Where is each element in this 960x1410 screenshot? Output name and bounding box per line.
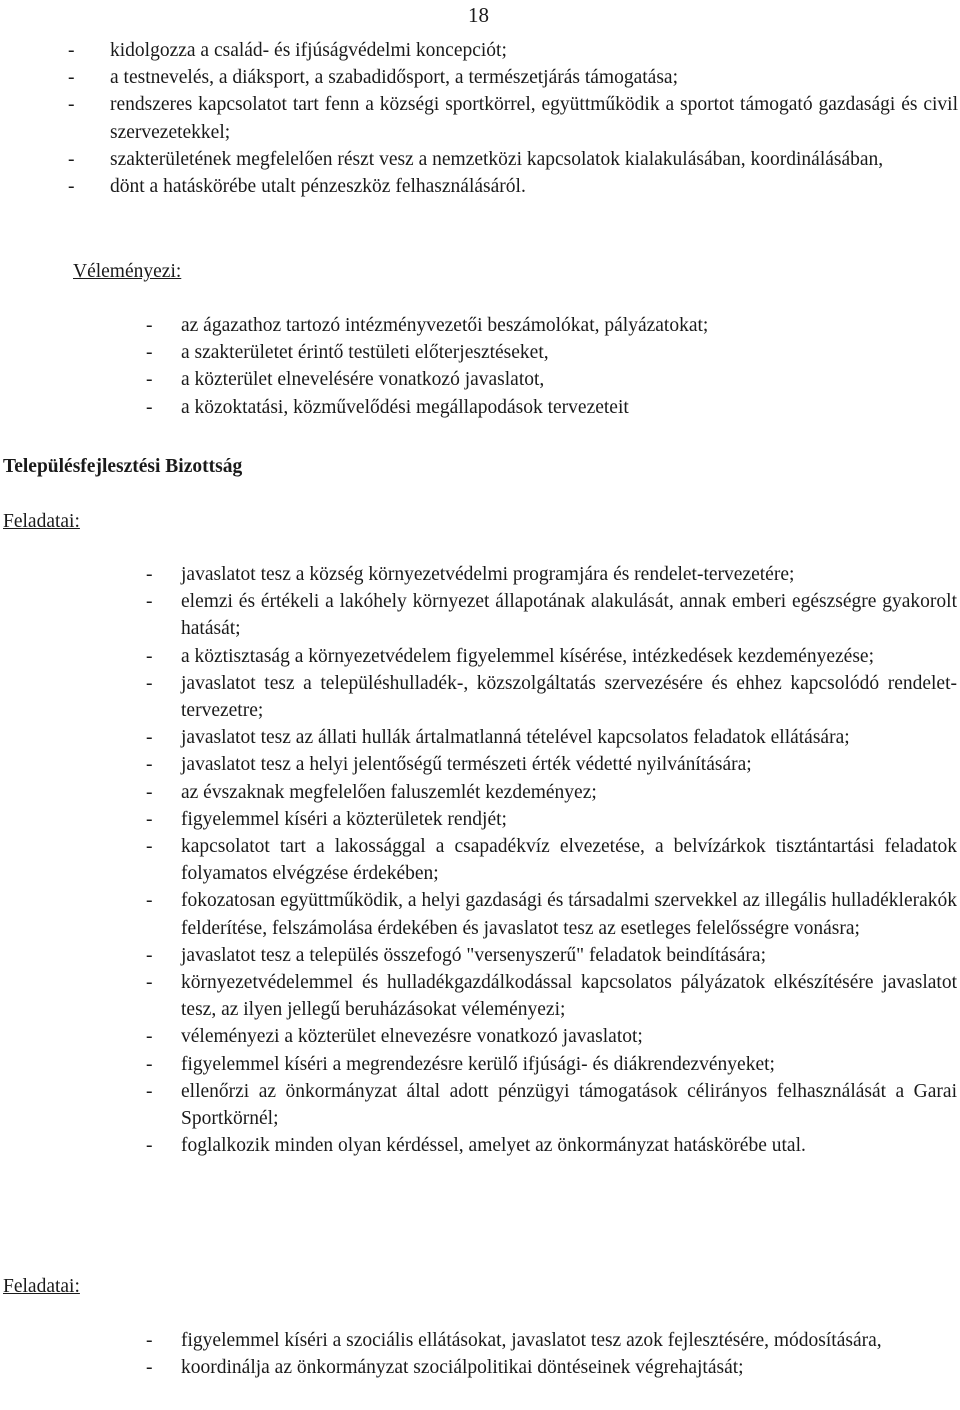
list-item-text: koordinálja az önkormányzat szociálpolitikai döntéseinek végrehajtását; xyxy=(181,1357,744,1379)
review-items-list xyxy=(146,312,957,421)
list-item xyxy=(146,833,957,887)
list-dash: - xyxy=(146,1053,153,1075)
list-item xyxy=(146,779,957,806)
list-item xyxy=(146,1132,957,1159)
list-item-text: javaslatot tesz a helyi jelentőségű természeti érték védetté nyilvánítására; xyxy=(181,754,752,776)
list-item-text: elemzi és értékeli a lakóhely környezet állapotának alakulását, annak emberi egészségre gyakorolt hatását; xyxy=(181,591,957,640)
list-item xyxy=(146,1354,957,1381)
list-dash: - xyxy=(146,944,153,966)
list-dash: - xyxy=(146,754,153,776)
list-item-text: rendszeres kapcsolatot tart fenn a községi sportkörrel, együttműködik a sportot támogató gazdasági és civil szervezetekkel; xyxy=(110,94,958,143)
list-item-text: ellenőrzi az önkormányzat által adott pénzügyi támogatások célirányos felhasználását a Garai Sportkörnél; xyxy=(181,1080,957,1130)
list-item xyxy=(146,561,957,588)
list-dash: - xyxy=(146,808,153,830)
committee-heading: Településfejlesztési Bizottság xyxy=(3,456,243,477)
list-dash: - xyxy=(146,890,153,912)
list-dash: - xyxy=(68,40,75,61)
list-dash: - xyxy=(146,591,153,613)
list-dash: - xyxy=(146,972,153,994)
list-item-text: javaslatot tesz a település összefogó "versenyszerű" feladatok beindítására; xyxy=(181,944,766,966)
list-dash: - xyxy=(146,1330,153,1351)
list-item xyxy=(146,1327,957,1354)
list-item xyxy=(146,724,957,751)
list-dash: - xyxy=(146,781,153,803)
page-number: 18 xyxy=(468,3,489,27)
list-item-text: figyelemmel kíséri a megrendezésre kerülő ifjúsági- és diákrendezvényeket; xyxy=(181,1053,775,1075)
list-item xyxy=(146,751,957,778)
list-item xyxy=(68,146,958,173)
feladatai-label-2: Feladatai: xyxy=(3,1276,80,1297)
list-item xyxy=(146,366,957,393)
list-item xyxy=(146,969,957,1023)
committee-duties-list xyxy=(146,561,957,1159)
list-item xyxy=(146,643,957,670)
list-item-text: szakterületének megfelelően részt vesz a nemzetközi kapcsolatok kialakulásában, koordinálásában, xyxy=(110,148,884,170)
list-dash: - xyxy=(146,1357,153,1379)
list-dash: - xyxy=(146,1135,153,1157)
list-dash: - xyxy=(146,1026,153,1048)
list-item xyxy=(146,588,957,642)
list-item-text: az évszaknak megfelelően faluszemlét kezdeményez; xyxy=(181,781,597,803)
list-item-text: kapcsolatot tart a lakossággal a csapadékvíz elvezetése, a belvízárkok tisztántartási feladatok folyamatos elvégzése érdekében; xyxy=(181,836,957,885)
list-item-text: a testnevelés, a diáksport, a szabadidősport, a természetjárás támogatása; xyxy=(110,67,678,89)
list-item-text: a közterület elnevelésére vonatkozó javaslatot, xyxy=(181,369,545,391)
list-item xyxy=(146,394,957,421)
list-item-text: környezetvédelemmel és hulladékgazdálkodással kapcsolatos pályázatok elkészítésére javaslatot tesz, az ilyen jellegű beruházásokat véleményezi; xyxy=(181,972,957,1021)
list-item xyxy=(146,887,957,941)
list-dash: - xyxy=(146,369,153,391)
list-item xyxy=(146,312,957,339)
list-item xyxy=(146,1023,957,1050)
list-item-text: foglalkozik minden olyan kérdéssel, amelyet az önkormányzat hatáskörébe utal. xyxy=(181,1135,806,1157)
list-item xyxy=(68,64,958,91)
list-dash: - xyxy=(146,315,153,336)
list-item-text: javaslatot tesz az állati hullák ártalmatlanná tételével kapcsolatos feladatok ellátására; xyxy=(181,727,850,749)
list-dash: - xyxy=(146,342,153,364)
list-item xyxy=(146,806,957,833)
list-item xyxy=(146,942,957,969)
list-dash: - xyxy=(146,1080,153,1102)
list-item xyxy=(146,1078,957,1132)
list-dash: - xyxy=(146,836,153,858)
list-item-text: figyelemmel kíséri a szociális ellátásokat, javaslatot tesz azok fejlesztésére, módosítására, xyxy=(181,1330,882,1351)
list-item xyxy=(146,670,957,724)
list-dash: - xyxy=(146,672,153,694)
list-item xyxy=(146,1051,957,1078)
list-dash: - xyxy=(68,94,75,116)
velemenyezi-label: Véleményezi: xyxy=(73,261,182,282)
list-item-text: javaslatot tesz a község környezetvédelmi programjára és rendelet-tervezetére; xyxy=(181,564,795,585)
social-duties-list xyxy=(146,1327,957,1381)
list-item xyxy=(146,339,957,366)
list-item-text: a szakterületet érintő testületi előterjesztéseket, xyxy=(181,342,549,364)
list-item-text: figyelemmel kíséri a közterületek rendjét; xyxy=(181,808,507,830)
list-dash: - xyxy=(68,67,75,89)
list-item xyxy=(68,91,958,145)
list-item-text: kidolgozza a család- és ifjúságvédelmi koncepciót; xyxy=(110,40,507,61)
list-item-text: véleményezi a közterület elnevezésre vonatkozó javaslatot; xyxy=(181,1026,643,1048)
list-item-text: fokozatosan együttműködik, a helyi gazdasági és társadalmi szervekkel az illegális hulladéklerakók felderítése, felszámolása érdekében és javaslatot tesz az esetleges felelősségre vonásra; xyxy=(181,890,957,939)
list-item-text: a köztisztaság a környezetvédelem figyelemmel kísérése, intézkedések kezdeményezése; xyxy=(181,645,875,667)
list-item-text: a közoktatási, közművelődési megállapodások tervezeteit xyxy=(181,396,629,418)
sport-duties-list xyxy=(68,37,958,200)
list-dash: - xyxy=(146,564,153,585)
list-dash: - xyxy=(68,148,75,170)
list-item-text: dönt a hatáskörébe utalt pénzeszköz felhasználásáról. xyxy=(110,176,526,198)
list-item-text: az ágazathoz tartozó intézményvezetői beszámolókat, pályázatokat; xyxy=(181,315,709,336)
list-dash: - xyxy=(68,176,75,198)
list-item xyxy=(68,173,958,200)
list-dash: - xyxy=(146,645,153,667)
feladatai-label: Feladatai: xyxy=(3,511,80,532)
list-dash: - xyxy=(146,396,153,418)
list-item-text: javaslatot tesz a településhulladék-, közszolgáltatás szervezésére és ehhez kapcsolódó rendelet-tervezetre; xyxy=(181,672,957,722)
list-dash: - xyxy=(146,727,153,749)
list-item xyxy=(68,37,958,64)
